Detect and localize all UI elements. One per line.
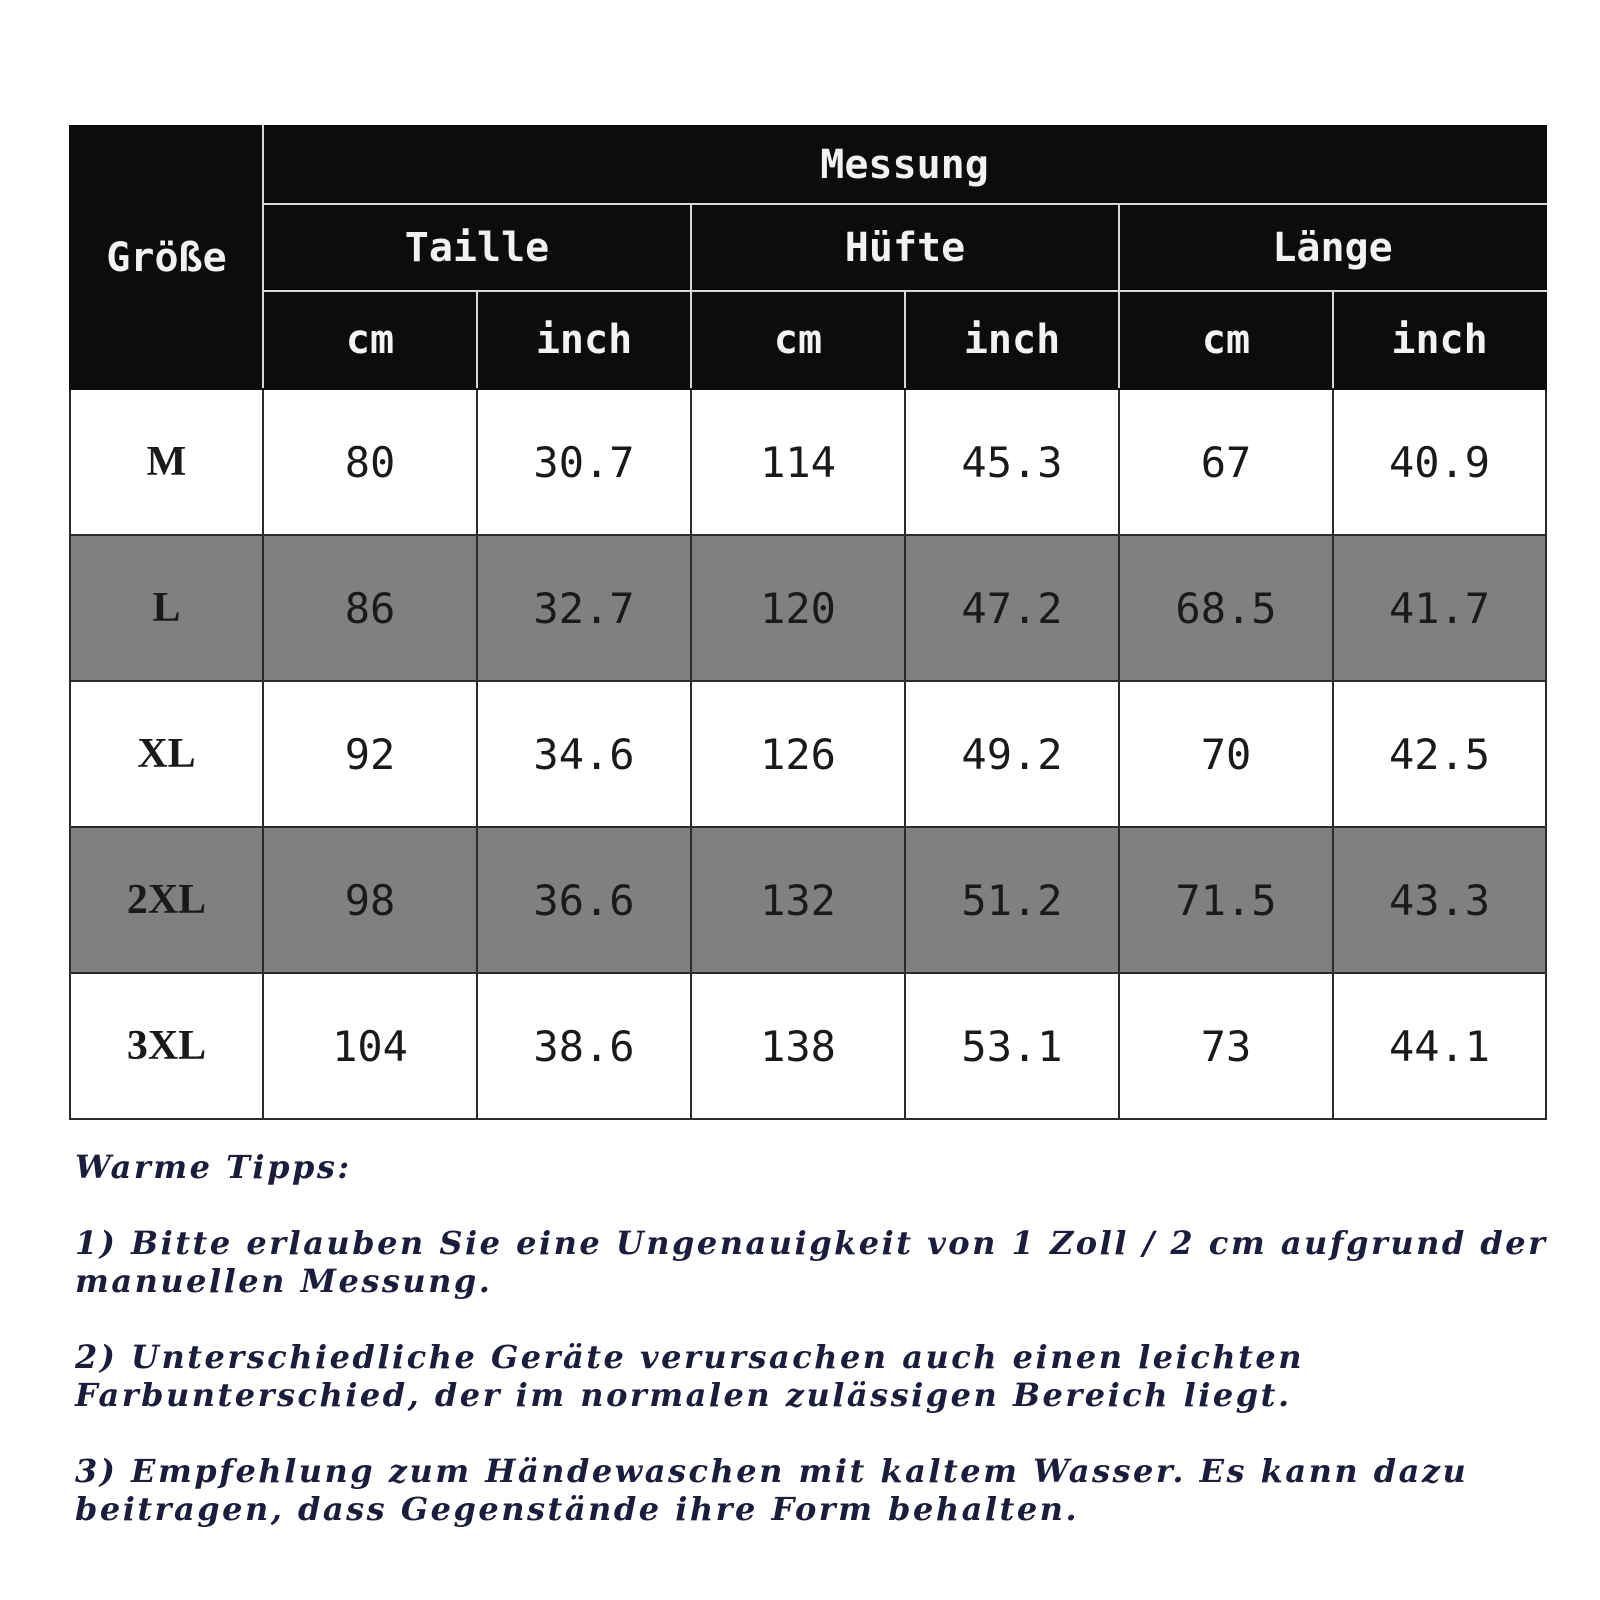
value-cell: 49.2 — [905, 681, 1119, 827]
header-row-measurement — [70, 126, 1546, 204]
value-cell: 120 — [691, 535, 905, 681]
value-cell: 38.6 — [477, 973, 691, 1119]
value-cell: 104 — [263, 973, 477, 1119]
group-header-hip: Hüfte — [691, 204, 1119, 291]
value-cell: 138 — [691, 973, 905, 1119]
value-cell: 114 — [691, 389, 905, 535]
table-row — [70, 973, 1546, 1119]
group-header-waist: Taille — [263, 204, 691, 291]
value-cell: 68.5 — [1119, 535, 1333, 681]
value-cell: 73 — [1119, 973, 1333, 1119]
value-cell: 34.6 — [477, 681, 691, 827]
value-cell: 47.2 — [905, 535, 1119, 681]
value-cell: 43.3 — [1333, 827, 1546, 973]
value-cell: 44.1 — [1333, 973, 1546, 1119]
value-cell: 30.7 — [477, 389, 691, 535]
size-column-header: Größe — [70, 126, 263, 389]
unit-header-length-inch: inch — [1333, 291, 1546, 389]
header-row-groups — [70, 204, 1546, 291]
header-row-units — [70, 291, 1546, 389]
tip-item-2: 2) Unterschiedliche Geräte verursachen auch einen leichten Farbunterschied, der im normalen zulässigen Bereich liegt. — [75, 1338, 1304, 1414]
unit-header-waist-cm: cm — [263, 291, 477, 389]
unit-header-hip-cm: cm — [691, 291, 905, 389]
table-row — [70, 535, 1546, 681]
measurement-header: Messung — [263, 126, 1546, 204]
tip-item-3: 3) Empfehlung zum Händewaschen mit kaltem Wasser. Es kann dazu beitragen, dass Gegenstände ihre Form behalten. — [75, 1452, 1469, 1528]
size-cell: XL — [70, 681, 263, 827]
size-cell: M — [70, 389, 263, 535]
size-cell: L — [70, 535, 263, 681]
table-row — [70, 827, 1546, 973]
value-cell: 51.2 — [905, 827, 1119, 973]
value-cell: 126 — [691, 681, 905, 827]
tip-item-1: 1) Bitte erlauben Sie eine Ungenauigkeit von 1 Zoll / 2 cm aufgrund der manuellen Messung. — [75, 1224, 1548, 1300]
unit-header-hip-inch: inch — [905, 291, 1119, 389]
value-cell: 86 — [263, 535, 477, 681]
value-cell: 92 — [263, 681, 477, 827]
size-chart-table — [69, 125, 1547, 1120]
value-cell: 80 — [263, 389, 477, 535]
value-cell: 53.1 — [905, 973, 1119, 1119]
value-cell: 42.5 — [1333, 681, 1546, 827]
value-cell: 32.7 — [477, 535, 691, 681]
group-header-length: Länge — [1119, 204, 1546, 291]
tips-section — [75, 1148, 1555, 1566]
unit-header-waist-inch: inch — [477, 291, 691, 389]
table-row — [70, 389, 1546, 535]
table-row — [70, 681, 1546, 827]
value-cell: 132 — [691, 827, 905, 973]
value-cell: 45.3 — [905, 389, 1119, 535]
value-cell: 71.5 — [1119, 827, 1333, 973]
value-cell: 70 — [1119, 681, 1333, 827]
value-cell: 36.6 — [477, 827, 691, 973]
size-cell: 3XL — [70, 973, 263, 1119]
value-cell: 41.7 — [1333, 535, 1546, 681]
value-cell: 98 — [263, 827, 477, 973]
size-cell: 2XL — [70, 827, 263, 973]
value-cell: 67 — [1119, 389, 1333, 535]
tips-title: Warme Tipps: — [75, 1148, 352, 1186]
value-cell: 40.9 — [1333, 389, 1546, 535]
unit-header-length-cm: cm — [1119, 291, 1333, 389]
